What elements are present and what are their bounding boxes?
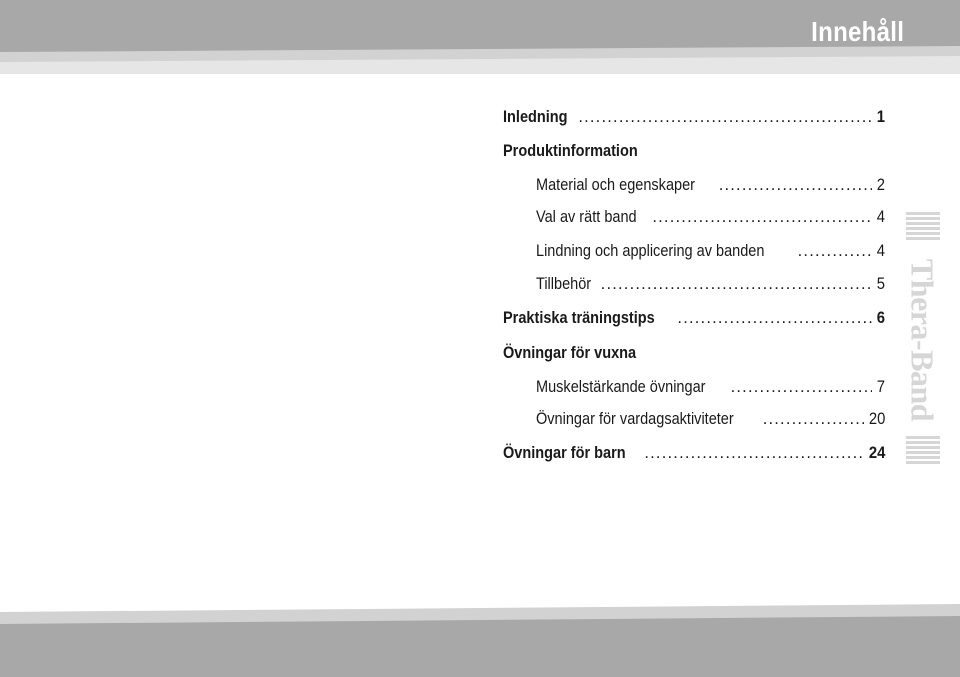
toc-entry xyxy=(503,440,885,466)
page-title: Innehåll xyxy=(810,16,904,47)
footer-band xyxy=(0,600,960,677)
toc-entry-label: Övningar för vuxna xyxy=(503,344,637,362)
toc-dot-leader xyxy=(731,374,872,400)
toc-entry-label: Övningar för vardagsaktiviteter xyxy=(536,410,734,428)
toc-entry-label: Övningar för barn xyxy=(503,444,626,462)
toc-page-number: 7 xyxy=(876,378,885,396)
toc-page-number: 24 xyxy=(868,444,885,462)
toc-entry xyxy=(503,138,885,164)
toc-page-number: 1 xyxy=(876,108,885,126)
toc-entry-label: Produktinformation xyxy=(503,142,638,160)
toc-page-number: 6 xyxy=(876,309,885,327)
logo-stripes-bottom xyxy=(906,436,940,466)
toc-dot-leader xyxy=(719,172,872,198)
toc-page-number: 2 xyxy=(876,176,885,194)
toc-entry-label: Lindning och applicering av banden xyxy=(536,242,765,260)
toc-entry-label: Val av rätt band xyxy=(536,208,637,226)
header-band xyxy=(0,0,960,74)
toc-entry xyxy=(503,104,885,130)
toc-entry xyxy=(536,238,885,264)
toc-page-number: 4 xyxy=(876,208,885,226)
toc-entry-label: Muskelstärkande övningar xyxy=(536,378,706,396)
toc-entry xyxy=(536,172,885,198)
logo-wordmark: Thera-Band xyxy=(904,258,941,422)
toc-page-number: 20 xyxy=(868,410,885,428)
toc-page-number: 5 xyxy=(876,275,885,293)
toc-entry xyxy=(536,271,885,297)
toc-entry xyxy=(536,406,885,432)
toc-entry-label: Praktiska träningstips xyxy=(503,309,655,327)
toc-dot-leader xyxy=(798,238,872,264)
toc-entry-label: Material och egenskaper xyxy=(536,176,696,194)
thera-band-logo xyxy=(902,212,942,468)
toc-dot-leader xyxy=(644,440,863,466)
logo-stripes-top xyxy=(906,212,940,242)
toc-dot-leader xyxy=(763,406,864,432)
footer-band-graphic xyxy=(0,600,960,677)
toc-dot-leader xyxy=(677,305,872,331)
toc-entry xyxy=(503,340,885,366)
toc-dot-leader xyxy=(601,271,872,297)
toc-page-number: 4 xyxy=(876,242,885,260)
toc-entry-label: Inledning xyxy=(503,108,568,126)
toc-entry xyxy=(536,374,885,400)
toc-entry xyxy=(536,204,885,230)
toc-dot-leader xyxy=(578,104,872,130)
toc-entry-label: Tillbehör xyxy=(536,275,592,293)
toc-dot-leader xyxy=(652,204,872,230)
toc-entry xyxy=(503,305,885,331)
